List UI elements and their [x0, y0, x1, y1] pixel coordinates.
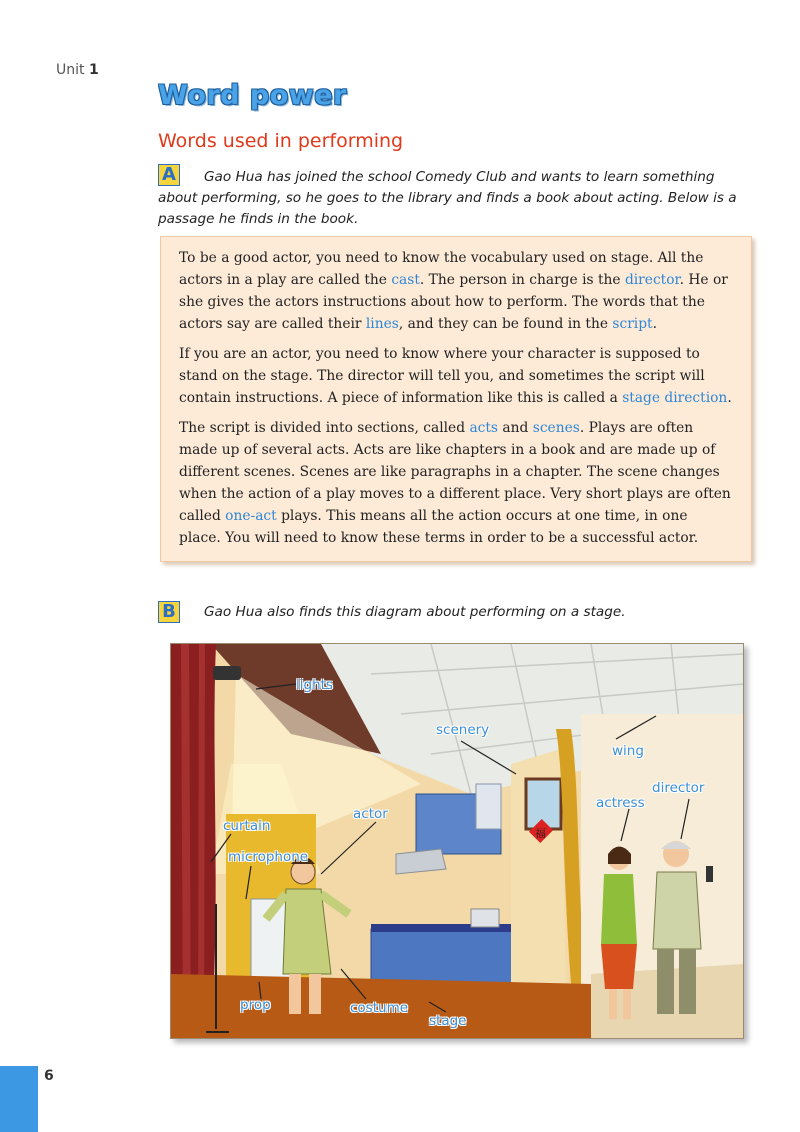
- passage-text: To be a good actor, you need to know the vocabulary used on stage. All the actors in a play are called the: [179, 250, 704, 288]
- label-prop: prop: [240, 997, 271, 1013]
- page-number: 6: [44, 1068, 54, 1084]
- microwave: [471, 909, 499, 927]
- keyword-one-act: one-act: [225, 508, 277, 524]
- stage-diagram: [170, 643, 748, 1043]
- fu-character: 福: [535, 827, 546, 840]
- stage-illustration: [171, 644, 743, 1038]
- passage-paragraph-2: [179, 343, 733, 409]
- keyword-director: director: [624, 272, 680, 288]
- label-scenery: scenery: [436, 722, 490, 738]
- keyword-scenes: scenes: [532, 420, 580, 436]
- keyword-cast: cast: [391, 272, 420, 288]
- passage-text: The script is divided into sections, called: [179, 420, 470, 436]
- spotlight: [213, 666, 241, 680]
- label-actress: actress: [596, 795, 645, 811]
- unit-word: Unit: [56, 62, 85, 78]
- keyword-lines: lines: [365, 316, 399, 332]
- passage-text: . Plays are often made up of several acts. Acts are like chapters in a book and are made up of different scenes. Scenes are like paragraphs in a chapter. The scene changes when the action of a play moves to a different place. Very short plays are often called: [179, 420, 731, 524]
- passage-text: . The person in charge is the: [419, 272, 625, 288]
- label-microphone: microphone: [228, 849, 309, 865]
- page-title: Word power: [158, 80, 347, 111]
- page-number-bar: [0, 1066, 38, 1132]
- passage-text: .: [727, 390, 732, 406]
- unit-label: [56, 62, 99, 78]
- label-costume: costume: [350, 1000, 409, 1016]
- section-a-badge: A: [158, 164, 180, 186]
- stage-illustration-frame: [170, 643, 744, 1039]
- passage-text: , and they can be found in the: [398, 316, 613, 332]
- passage-text: plays. This means all the action occurs at one time, in one place. You will need to know these terms in order to be a successful actor.: [179, 508, 699, 546]
- passage-text: . He or she gives the actors instructions about how to perform. The words that the actors say are called their: [179, 272, 728, 332]
- label-stage: stage: [429, 1013, 467, 1029]
- label-curtain: curtain: [223, 818, 271, 834]
- section-a-intro: Gao Hua has joined the school Comedy Club and wants to learn something about performing, so he goes to the library and finds a book about acting. Below is a passage he finds in the book.: [158, 169, 737, 227]
- range-hood: [396, 849, 446, 874]
- label-director: director: [652, 780, 705, 796]
- passage-text: and: [498, 420, 533, 436]
- section-subtitle: Words used in performing: [158, 130, 404, 152]
- keyword-script: script: [612, 316, 653, 332]
- unit-number: 1: [88, 62, 99, 78]
- keyword-acts: acts: [469, 420, 499, 436]
- label-wing: wing: [612, 743, 644, 759]
- reading-passage: [160, 236, 752, 562]
- cabinet-box: [476, 784, 501, 829]
- section-b-intro: Gao Hua also finds this diagram about performing on a stage.: [204, 604, 626, 620]
- passage-paragraph-3: [179, 417, 733, 549]
- section-b-badge: B: [158, 601, 180, 623]
- passage-text: If you are an actor, you need to know where your character is supposed to stand on the stage. The director will tell you, and sometimes the script will contain instructions. A piece of information like this is called a: [179, 346, 705, 406]
- keyword-stage-direction: stage direction: [622, 390, 728, 406]
- label-lights: lights: [296, 677, 333, 693]
- label-actor: actor: [353, 806, 388, 822]
- passage-text: .: [652, 316, 657, 332]
- passage-paragraph-1: [179, 247, 733, 335]
